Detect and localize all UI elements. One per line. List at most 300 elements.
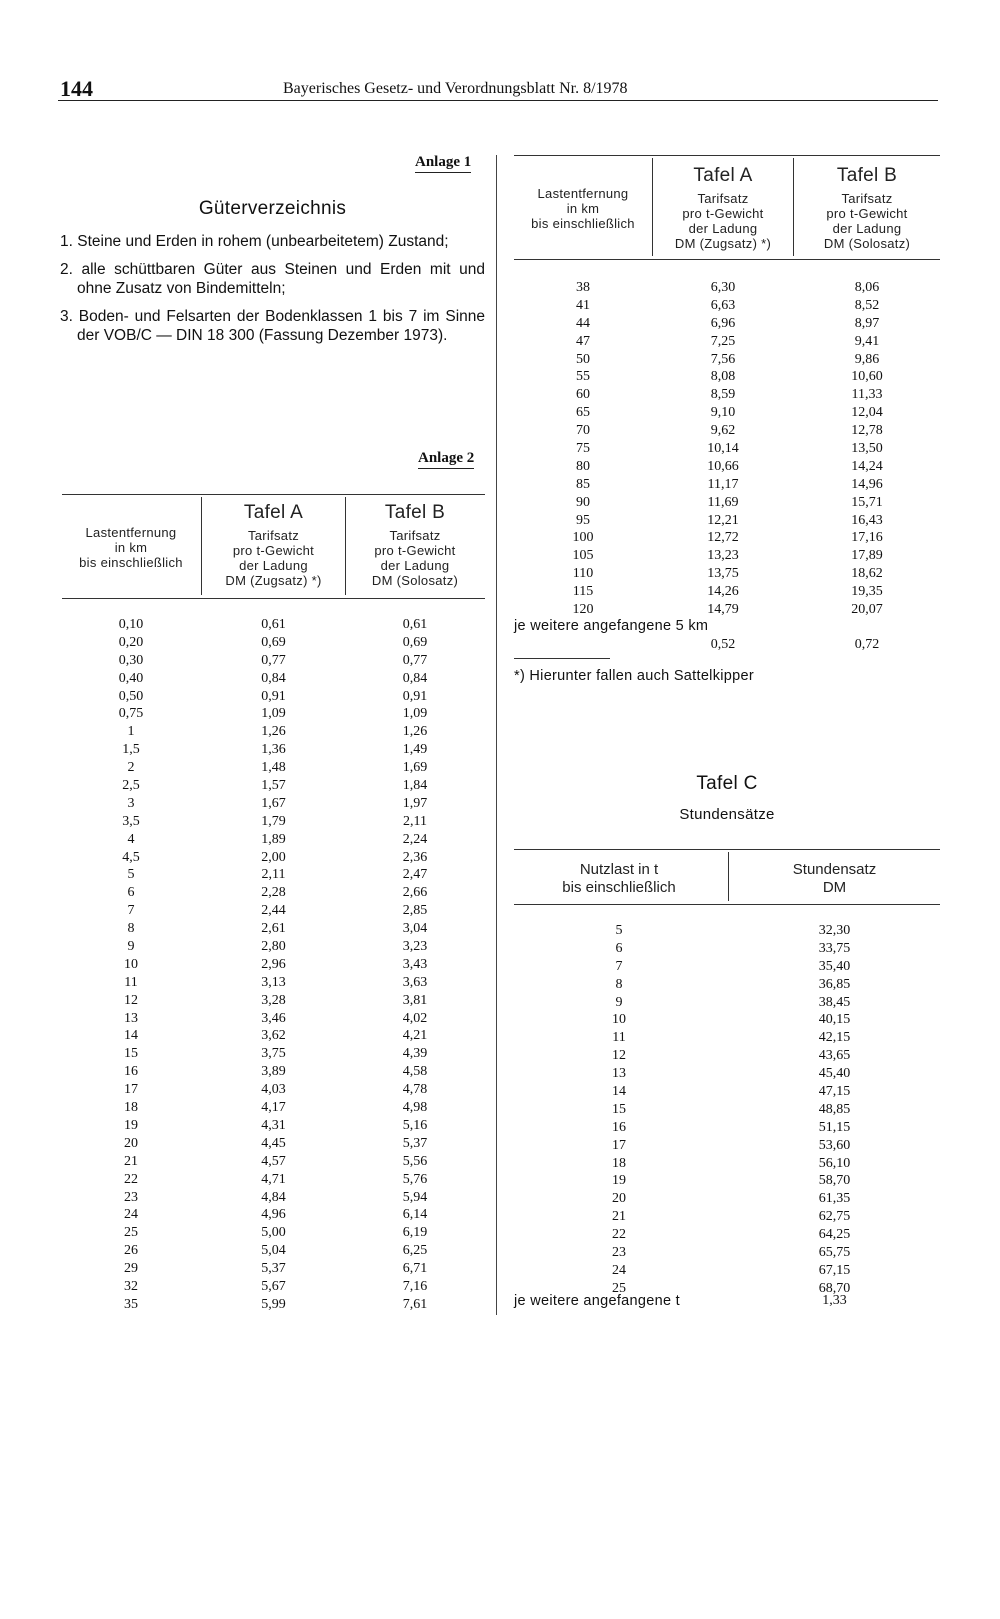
table-cell: 12,78 xyxy=(851,423,883,439)
table-top-rule xyxy=(514,155,940,156)
table-cell: 47 xyxy=(576,333,590,349)
table-cell: 4,96 xyxy=(261,1207,286,1223)
table-cell: 0,69 xyxy=(402,634,428,650)
table-cell: 8 xyxy=(615,976,623,992)
table-cell: 19 xyxy=(124,1117,138,1133)
table-cell: 62,75 xyxy=(818,1209,851,1225)
table-row xyxy=(62,1189,485,1207)
table-cell: 85 xyxy=(576,476,590,492)
table-row xyxy=(62,723,485,741)
table-cell: 2,85 xyxy=(402,903,428,919)
col-tafel-a-header: Tafel A Tarifsatz pro t-Gewicht der Ladung DM (Zugsatz) *) xyxy=(225,502,322,588)
table-cell: 15 xyxy=(124,1046,138,1062)
table-cell: 6,71 xyxy=(402,1261,428,1277)
table-cell: 0,40 xyxy=(118,670,144,686)
table-row xyxy=(514,440,940,458)
table-row xyxy=(514,512,940,530)
footnote: *) Hierunter fallen auch Sattelkipper xyxy=(514,668,754,684)
table-cell: 100 xyxy=(572,530,594,546)
table-cell: 15,71 xyxy=(851,494,883,510)
table-cell: 0,77 xyxy=(402,652,428,668)
table-cell: 75 xyxy=(576,441,590,457)
table-cell: 0,61 xyxy=(402,617,428,632)
table-cell: 4,84 xyxy=(261,1189,286,1205)
table-row xyxy=(62,813,485,831)
table-cell: 22 xyxy=(612,1227,626,1243)
table-cell: 8,08 xyxy=(710,369,736,385)
table-cell: 12 xyxy=(612,1048,626,1064)
table-cell: 13 xyxy=(612,1066,626,1082)
table-cell: 1,57 xyxy=(261,778,286,794)
table-cell: 8,97 xyxy=(854,315,880,331)
table-row xyxy=(514,1208,940,1226)
table-row xyxy=(62,956,485,974)
table-cell: 0,50 xyxy=(118,688,144,704)
table-cell: 12 xyxy=(124,992,138,1008)
table-row xyxy=(514,976,940,994)
table-cell: 2,66 xyxy=(402,885,428,901)
table-cell: 2,5 xyxy=(122,778,140,794)
table-cell: 14 xyxy=(612,1084,626,1100)
table-cell: 17 xyxy=(124,1082,138,1098)
table-cell: 1,97 xyxy=(402,795,428,811)
table-cell: 19,35 xyxy=(851,584,883,600)
table-cell: 1,79 xyxy=(261,813,286,829)
table-cell: 67,15 xyxy=(818,1262,851,1278)
table-cell: 18,62 xyxy=(851,566,883,582)
table-cell: 26 xyxy=(124,1243,138,1259)
table-cell: 5 xyxy=(127,867,135,883)
table-cell: 2,11 xyxy=(261,867,286,883)
table-cell: 23 xyxy=(612,1245,626,1261)
table-row xyxy=(514,1029,940,1047)
table-cell: 3,46 xyxy=(261,1010,286,1026)
col-tafel-b-header: Tafel B Tarifsatz pro t-Gewicht der Ladung DM (Solosatz) xyxy=(371,502,459,588)
table-cell: 9,86 xyxy=(854,351,880,367)
table-row xyxy=(62,616,485,634)
table-cell: 4,21 xyxy=(402,1028,428,1044)
table-cell: 51,15 xyxy=(818,1119,851,1135)
table-row xyxy=(62,1081,485,1099)
table-cell: 68,70 xyxy=(818,1280,851,1296)
table-cell: 0,91 xyxy=(261,688,286,704)
table-row xyxy=(514,958,940,976)
table-cell: 50 xyxy=(576,351,590,367)
table-row xyxy=(62,1224,485,1242)
table-cell: 65,75 xyxy=(818,1245,851,1261)
table-cell: 1,84 xyxy=(402,778,428,794)
table-cell: 9 xyxy=(127,939,135,955)
table-cell: 2,28 xyxy=(261,885,286,901)
table-row xyxy=(514,1226,940,1244)
table-cell: 21 xyxy=(124,1153,138,1169)
table-cell: 17,89 xyxy=(851,548,883,564)
col-stundensatz-header: Stundensatz DM xyxy=(792,861,877,896)
table-cell: 10 xyxy=(124,956,138,972)
table-row xyxy=(62,902,485,920)
table-cell: 45,40 xyxy=(818,1066,851,1082)
table-cell: 13,50 xyxy=(851,441,883,457)
table-cell: 4,03 xyxy=(261,1082,286,1098)
table-cell: 44 xyxy=(576,315,590,331)
table-cell: 11,69 xyxy=(707,494,739,510)
table-row xyxy=(62,1010,485,1028)
table-header-rule xyxy=(514,904,940,905)
table-cell: 6,19 xyxy=(402,1225,428,1241)
table-row xyxy=(62,1135,485,1153)
table-cell: 0,77 xyxy=(261,652,286,668)
table-cell: 7 xyxy=(615,958,623,974)
table-row xyxy=(514,583,940,601)
table-row xyxy=(62,670,485,688)
table-row xyxy=(514,1155,940,1173)
table-cell: 5,04 xyxy=(261,1243,286,1259)
list-item: 2. alle schüttbaren Güter aus Steinen und Erden mit und ohne Zusatz von Bindemitteln; xyxy=(60,261,485,297)
table-cell: 7 xyxy=(127,903,135,919)
table-row xyxy=(62,884,485,902)
table-row xyxy=(514,547,940,565)
table-row xyxy=(514,1083,940,1101)
table-cell: 25 xyxy=(612,1280,626,1296)
table-cell: 3,5 xyxy=(122,813,140,829)
table-row xyxy=(514,422,940,440)
table-cell: 17 xyxy=(612,1137,626,1153)
table-cell: 2,44 xyxy=(261,903,286,919)
table-row xyxy=(62,1063,485,1081)
table-cell: 61,35 xyxy=(818,1191,851,1207)
table-cell: 1,69 xyxy=(402,760,428,776)
table-row xyxy=(62,759,485,777)
table-cell: 47,15 xyxy=(818,1084,851,1100)
table-cell: 14,79 xyxy=(707,602,739,618)
table-cell: 1,49 xyxy=(402,742,428,758)
table-cell: 38,45 xyxy=(818,994,851,1010)
table-cell: 0,30 xyxy=(118,652,144,668)
table-row xyxy=(514,386,940,404)
table-cell: 4,5 xyxy=(122,849,140,865)
table-row xyxy=(514,404,940,422)
table-cell: 17,16 xyxy=(851,530,883,546)
table-cell: 5,99 xyxy=(261,1296,286,1312)
anlage1-label: Anlage 1 xyxy=(415,154,471,173)
table-cell: 10,60 xyxy=(851,369,883,385)
table-row xyxy=(514,297,940,315)
table-cell: 6,63 xyxy=(710,297,736,313)
table-row xyxy=(514,1065,940,1083)
table-row xyxy=(62,1117,485,1135)
anlage2-label: Anlage 2 xyxy=(418,450,474,469)
table-row xyxy=(62,1153,485,1171)
table-cell: 0,10 xyxy=(118,617,144,632)
table-cell: 1,89 xyxy=(261,831,286,847)
table-cell: 3,63 xyxy=(402,974,428,990)
table-cell: 1,67 xyxy=(261,795,286,811)
header-rule xyxy=(58,100,938,101)
table-row xyxy=(514,994,940,1012)
table-cell: 8,59 xyxy=(710,387,736,403)
table-cell: 55 xyxy=(576,369,590,385)
table-row xyxy=(514,529,940,547)
table-row xyxy=(62,1099,485,1117)
table-cell: 14 xyxy=(124,1028,138,1044)
table-row xyxy=(514,279,940,297)
table-cell: 43,65 xyxy=(818,1048,851,1064)
table-row xyxy=(514,476,940,494)
table-cell: 64,25 xyxy=(818,1227,851,1243)
table-cell: 23 xyxy=(124,1189,138,1205)
table-cell: 5,56 xyxy=(402,1153,428,1169)
col-nutzlast-header: Nutzlast in t bis einschließlich xyxy=(562,861,676,896)
table-cell: 20,07 xyxy=(851,602,883,618)
table-row xyxy=(514,601,940,619)
table-cell: 4,31 xyxy=(261,1117,286,1133)
table-cell: 1,09 xyxy=(261,706,286,722)
table-cell: 2,80 xyxy=(261,939,286,955)
table-row xyxy=(62,920,485,938)
footnote-rule xyxy=(514,658,610,659)
table-row xyxy=(62,831,485,849)
table-cell: 56,10 xyxy=(818,1155,851,1171)
table-cell: 0,61 xyxy=(261,617,286,632)
table-cell: 20 xyxy=(612,1191,626,1207)
table-row xyxy=(514,368,940,386)
table-cell: 53,60 xyxy=(818,1137,851,1153)
table-cell: 13 xyxy=(124,1010,138,1026)
anlage2-table-body xyxy=(62,616,485,1314)
table-row xyxy=(62,688,485,706)
table-cell: 13,75 xyxy=(707,566,739,582)
table-row xyxy=(62,652,485,670)
table-cell: 15 xyxy=(612,1101,626,1117)
table-cell: 12,04 xyxy=(851,405,883,421)
table-cell: 2,47 xyxy=(402,867,428,883)
table-row xyxy=(514,1262,940,1280)
table-cell: 16,43 xyxy=(851,512,883,528)
table-cell: 16 xyxy=(124,1064,138,1080)
table-cell: 3 xyxy=(127,795,135,811)
table-cell: 38 xyxy=(576,280,590,295)
col-tafel-a-header: Tafel A Tarifsatz pro t-Gewicht der Ladung DM (Zugsatz) *) xyxy=(674,165,772,251)
list-item: 3. Boden- und Felsarten der Bodenklassen 1 bis 7 im Sinne der VOB/C — DIN 18 300 (Fassung Dezember 1973). xyxy=(60,308,485,344)
table-cell: 48,85 xyxy=(818,1101,851,1117)
table-row xyxy=(62,1260,485,1278)
table-cell: 2,61 xyxy=(261,921,286,937)
table-row xyxy=(514,565,940,583)
table-top-rule xyxy=(62,494,485,495)
table-cell: 10,66 xyxy=(707,458,739,474)
table-cell: 58,70 xyxy=(818,1173,851,1189)
table-cell: 95 xyxy=(576,512,590,528)
table-cell: 110 xyxy=(572,566,594,582)
table-cell: 4,17 xyxy=(261,1100,286,1116)
table-cell: 2,00 xyxy=(261,849,286,865)
table-cell: 9 xyxy=(615,994,623,1010)
table-cell: 10 xyxy=(612,1012,626,1028)
extra-ton-label: je weitere angefangene t xyxy=(514,1293,681,1309)
table-cell: 2 xyxy=(127,760,135,776)
table-row xyxy=(62,866,485,884)
table-cell: 41 xyxy=(576,297,590,313)
table-row xyxy=(62,974,485,992)
table-cell: 7,16 xyxy=(402,1278,428,1294)
table-cell: 4,57 xyxy=(261,1153,286,1169)
table-row xyxy=(514,1244,940,1262)
table-cell: 9,10 xyxy=(710,405,736,421)
table-cell: 4,58 xyxy=(402,1064,428,1080)
table-cell: 3,62 xyxy=(261,1028,286,1044)
list-item: 1. Steine und Erden in rohem (unbearbeitetem) Zustand; xyxy=(60,233,449,250)
extra-ton-value: 1,33 xyxy=(822,1293,847,1308)
table-cell: 42,15 xyxy=(818,1030,851,1046)
table-cell: 4,78 xyxy=(402,1082,428,1098)
table-cell: 7,61 xyxy=(402,1296,428,1312)
gueterverzeichnis-list xyxy=(60,232,485,354)
table-cell: 0,69 xyxy=(261,634,286,650)
tafel-c-table-body xyxy=(514,922,940,1298)
table-cell: 5,16 xyxy=(402,1117,428,1133)
table-cell: 5,37 xyxy=(261,1261,286,1277)
tafel-c-title: Tafel C xyxy=(696,773,758,794)
table-cell: 1,09 xyxy=(402,706,428,722)
table-cell: 4 xyxy=(127,831,135,847)
table-row xyxy=(62,1206,485,1224)
table-cell: 6,30 xyxy=(710,280,736,295)
table-cell: 1,36 xyxy=(261,742,286,758)
table-cell: 6,25 xyxy=(402,1243,428,1259)
table-row xyxy=(62,1045,485,1063)
table-cell: 7,56 xyxy=(710,351,736,367)
table-cell: 11,33 xyxy=(851,387,883,403)
table-cell: 9,62 xyxy=(710,423,736,439)
table-cell: 2,11 xyxy=(403,813,427,829)
table-row xyxy=(62,634,485,652)
table-row xyxy=(514,940,940,958)
column-divider xyxy=(496,155,497,1315)
table-cell: 21 xyxy=(612,1209,626,1225)
table-cell: 24 xyxy=(124,1207,138,1223)
table-cell: 6,96 xyxy=(710,315,736,331)
table-cell: 18 xyxy=(612,1155,626,1171)
table-cell: 1,26 xyxy=(402,724,428,740)
table-row xyxy=(514,922,940,940)
table-row xyxy=(62,938,485,956)
col-tafel-b-header: Tafel B Tarifsatz pro t-Gewicht der Ladung DM (Solosatz) xyxy=(823,165,911,251)
table-cell: 65 xyxy=(576,405,590,421)
table-cell: 60 xyxy=(576,387,590,403)
table-cell: 3,28 xyxy=(261,992,286,1008)
table-cell: 5,00 xyxy=(261,1225,286,1241)
table-cell: 0,20 xyxy=(118,634,144,650)
table-top-rule xyxy=(514,849,940,850)
table-cell: 12,21 xyxy=(707,512,739,528)
table-cell: 35,40 xyxy=(818,958,851,974)
table-row xyxy=(514,315,940,333)
table-cell: 6,14 xyxy=(402,1207,428,1223)
table-cell: 29 xyxy=(124,1261,138,1277)
table-row xyxy=(514,333,940,351)
table-cell: 1,26 xyxy=(261,724,286,740)
table-cell: 22 xyxy=(124,1171,138,1187)
table-cell: 4,39 xyxy=(402,1046,428,1062)
table-row xyxy=(62,1027,485,1045)
table-row xyxy=(62,705,485,723)
table-cell: 10,14 xyxy=(707,441,739,457)
gueterverzeichnis-title: Güterverzeichnis xyxy=(198,198,347,219)
table-row xyxy=(514,458,940,476)
table-row xyxy=(514,494,940,512)
table-cell: 11 xyxy=(612,1030,626,1046)
table-cell: 2,36 xyxy=(402,849,428,865)
table-cell: 8 xyxy=(127,921,135,937)
table-cell: 18 xyxy=(124,1100,138,1116)
table-cell: 2,96 xyxy=(261,956,286,972)
table-cell: 9,41 xyxy=(854,333,880,349)
table-cell: 6 xyxy=(127,885,135,901)
table-cell: 6 xyxy=(615,940,623,956)
table-cell: 4,71 xyxy=(261,1171,286,1187)
table-cell: 0,75 xyxy=(118,706,144,722)
table-row xyxy=(514,351,940,369)
table-header-rule xyxy=(514,259,940,260)
table-cell: 4,02 xyxy=(402,1010,428,1026)
table-row xyxy=(514,1172,940,1190)
table-header-rule xyxy=(62,598,485,599)
table-cell: 5,76 xyxy=(402,1171,428,1187)
table-row xyxy=(62,1171,485,1189)
table-row xyxy=(514,1190,940,1208)
col-distance-header: Lastentfernung in km bis einschließlich xyxy=(79,525,183,570)
table-cell: 3,43 xyxy=(402,956,428,972)
table-cell: 24 xyxy=(612,1262,626,1278)
table-row xyxy=(62,795,485,813)
table-cell: 5,37 xyxy=(402,1135,428,1151)
table-cell: 3,89 xyxy=(261,1064,286,1080)
table-cell: 35 xyxy=(124,1296,138,1312)
table-cell: 32 xyxy=(124,1278,138,1294)
table-row xyxy=(62,1296,485,1314)
table-row xyxy=(62,849,485,867)
table-cell: 4,45 xyxy=(261,1135,286,1151)
table-cell: 14,26 xyxy=(707,584,739,600)
table-row xyxy=(62,777,485,795)
table-row xyxy=(62,741,485,759)
table-cell: 13,23 xyxy=(707,548,739,564)
table-cell: 32,30 xyxy=(818,923,851,938)
table-cell: 3,75 xyxy=(261,1046,286,1062)
table-cell: 14,96 xyxy=(851,476,883,492)
table-cell: 1,5 xyxy=(122,742,140,758)
table-cell: 8,06 xyxy=(854,280,880,295)
tafel-c-subtitle: Stundensätze xyxy=(679,806,775,823)
table-cell: 11 xyxy=(124,974,138,990)
table-cell: 19 xyxy=(612,1173,626,1189)
table-cell: 1,48 xyxy=(261,760,286,776)
col-distance-header: Lastentfernung in km bis einschließlich xyxy=(531,186,635,231)
table-cell: 7,25 xyxy=(710,333,736,349)
table-row xyxy=(62,1278,485,1296)
table-cell: 0,91 xyxy=(402,688,428,704)
table-row xyxy=(514,1047,940,1065)
table-cell: 70 xyxy=(576,423,590,439)
table-cell: 11,17 xyxy=(707,476,739,492)
table-cell: 115 xyxy=(572,584,594,600)
table-row xyxy=(514,1101,940,1119)
table-cell: 3,81 xyxy=(402,992,428,1008)
table-cell: 40,15 xyxy=(818,1012,851,1028)
table-cell: 25 xyxy=(124,1225,138,1241)
table-cell: 0,84 xyxy=(261,670,286,686)
table-cell: 120 xyxy=(572,602,594,618)
